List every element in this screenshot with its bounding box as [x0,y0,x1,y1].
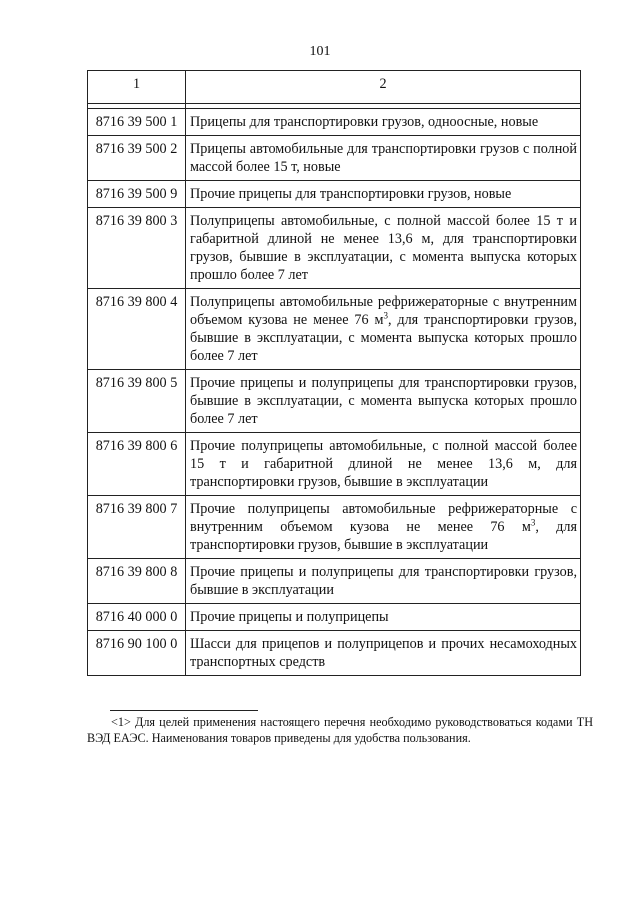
description-text: , для транспортировки грузов, бывшие в эксплуатации, с момента выпуска которых прошло более 7 лет [190,312,577,364]
table-row [88,109,581,136]
goods-table [87,70,581,676]
footnote: <1> Для целей применения настоящего перечня необходимо руководствоваться кодами ТН ВЭД ЕАЭС. Наименования товаров приведены для удобства пользования. [87,715,593,745]
goods-description: Прочие прицепы для транспортировки грузов, новые [186,181,581,208]
goods-description: Прицепы автомобильные для транспортировки грузов с полной массой более 15 т, новые [186,136,581,181]
table-row [88,181,581,208]
description-text: , для транспортировки грузов, бывшие в эксплуатации [190,519,577,553]
tnved-code: 8716 39 800 7 [88,496,186,559]
table-row [88,604,581,631]
table-row [88,433,581,496]
footnote-divider [110,710,258,711]
table-header-row [88,71,581,104]
table-row [88,136,581,181]
goods-description: Прицепы для транспортировки грузов, одноосные, новые [186,109,581,136]
table-row [88,289,581,370]
page-number: 101 [309,44,331,59]
tnved-code: 8716 40 000 0 [88,604,186,631]
table-row [88,370,581,433]
tnved-code: 8716 39 800 3 [88,208,186,289]
goods-description: Прочие прицепы и полуприцепы [186,604,581,631]
column-header-description: 2 [186,71,581,104]
description-text: Прочие полуприцепы автомобильные рефрижераторные с внутренним объемом кузова не менее 76 м [190,501,577,535]
table-row [88,631,581,676]
tnved-code: 8716 39 800 4 [88,289,186,370]
table-row [88,496,581,559]
goods-description: Прочие полуприцепы автомобильные, с полной массой более 15 т и габаритной длиной не менее 13,6 м, для транспортировки грузов, бывшие в эксплуатации [186,433,581,496]
goods-description: Прочие прицепы и полуприцепы для транспортировки грузов, бывшие в эксплуатации, с момента выпуска которых прошло более 7 лет [186,370,581,433]
tnved-code: 8716 39 800 8 [88,559,186,604]
goods-description: Полуприцепы автомобильные, с полной массой более 15 т и габаритной длиной не менее 13,6 м, для транспортировки грузов, бывшие в эксплуатации, с момента выпуска которых прошло более 7 лет [186,208,581,289]
goods-description: Прочие прицепы и полуприцепы для транспортировки грузов, бывшие в эксплуатации [186,559,581,604]
tnved-code: 8716 39 500 9 [88,181,186,208]
superscript-exponent: 3 [383,310,388,321]
tnved-code: 8716 39 800 6 [88,433,186,496]
goods-description [186,289,581,370]
table-row [88,208,581,289]
goods-description [186,496,581,559]
tnved-code: 8716 39 800 5 [88,370,186,433]
tnved-code: 8716 39 500 2 [88,136,186,181]
superscript-exponent: 3 [530,517,536,528]
goods-description: Шасси для прицепов и полуприцепов и прочих несамоходных транспортных средств [186,631,581,676]
column-header-code: 1 [88,71,186,104]
table-row [88,559,581,604]
tnved-code: 8716 39 500 1 [88,109,186,136]
description-text: Полуприцепы автомобильные рефрижераторные с внутренним объемом кузова не менее 76 м [190,294,577,328]
tnved-code: 8716 90 100 0 [88,631,186,676]
